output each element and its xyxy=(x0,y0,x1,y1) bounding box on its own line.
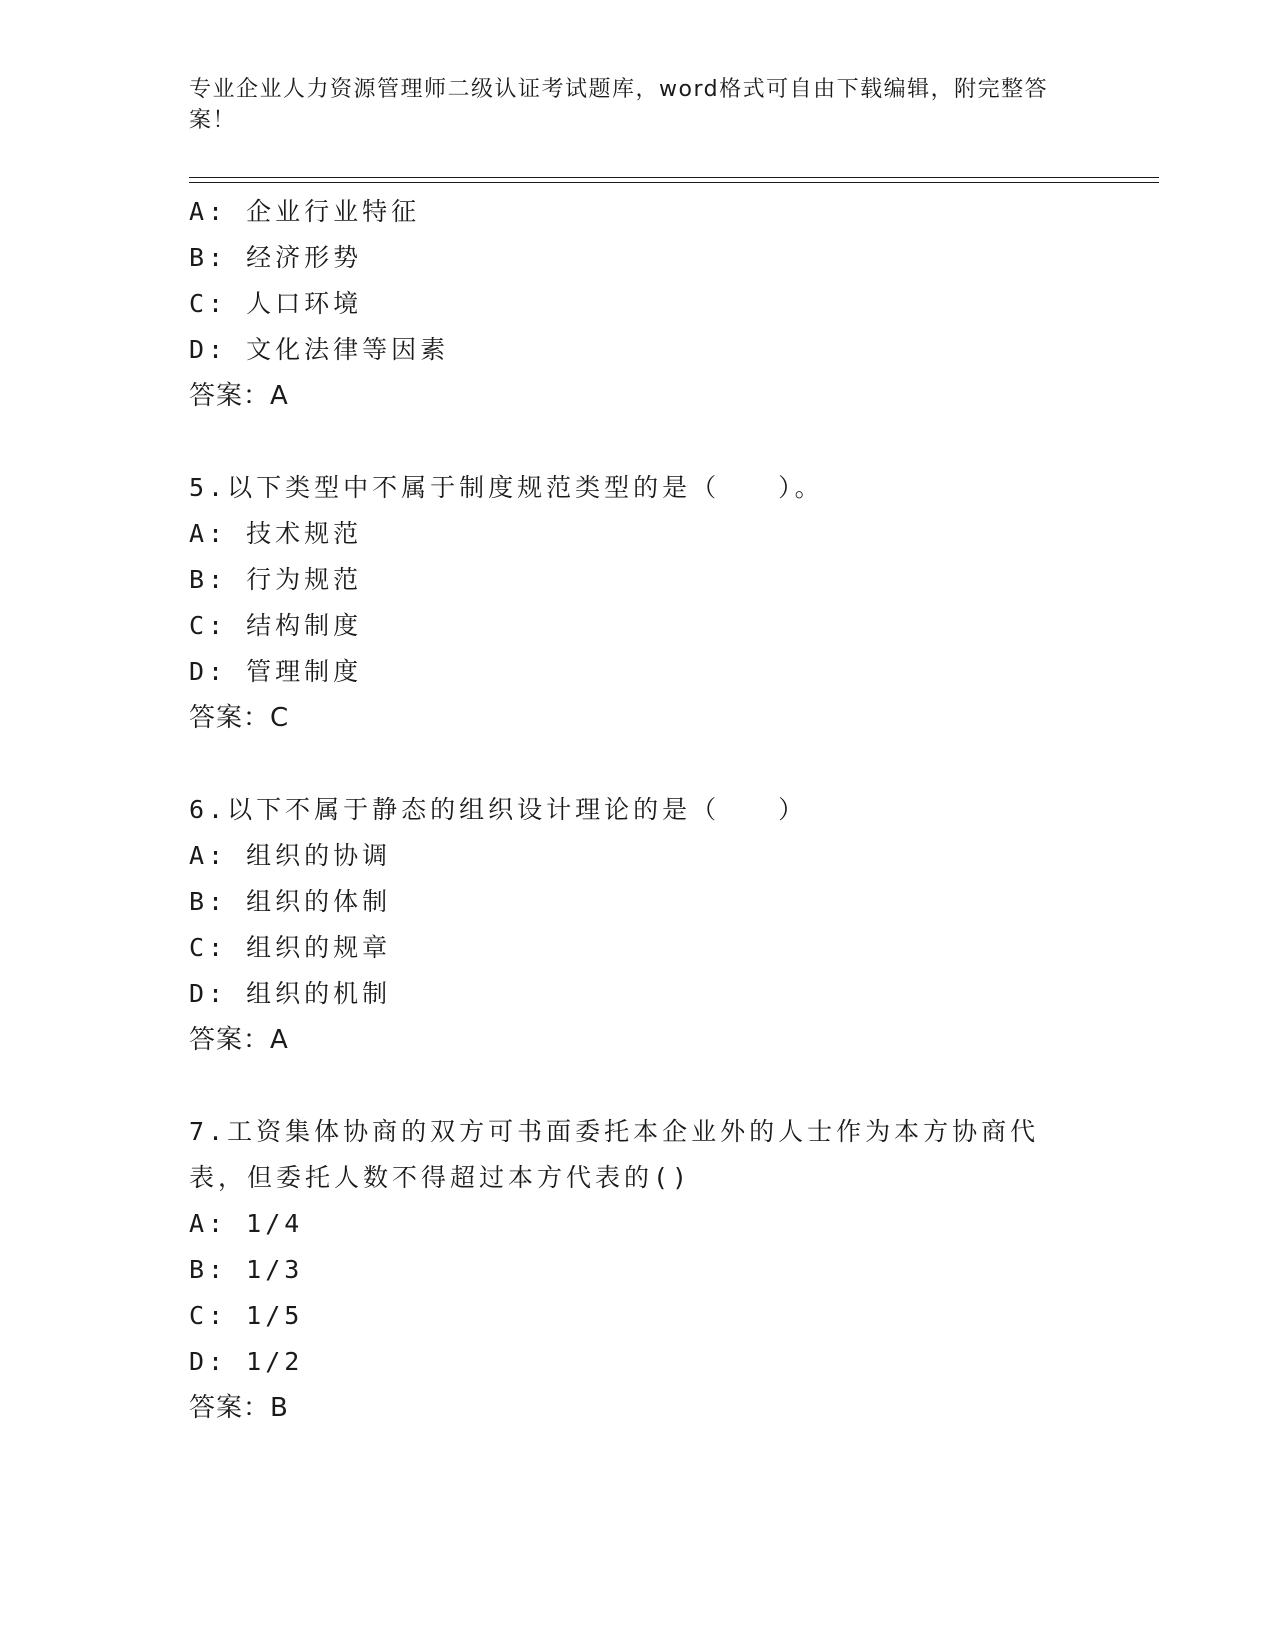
question-title: 7.工资集体协商的双方可书面委托本企业外的人士作为本方协商代表，但委托人数不得超过本方代表的() xyxy=(189,1117,1040,1192)
option-a xyxy=(189,511,1089,557)
option-label: D: xyxy=(189,1347,228,1376)
answer-line: 答案：A xyxy=(189,1025,289,1055)
option-label: C: xyxy=(189,933,228,962)
option-label: B: xyxy=(189,1255,228,1284)
question-list xyxy=(189,189,1089,1431)
option-text: 企业行业特征 xyxy=(246,197,421,226)
option-label: A: xyxy=(189,519,228,548)
option-label: C: xyxy=(189,611,228,640)
option-b xyxy=(189,879,1089,925)
option-d xyxy=(189,649,1089,695)
option-label: D: xyxy=(189,657,228,686)
option-text: 1/5 xyxy=(246,1301,304,1330)
spacer xyxy=(189,1063,1089,1109)
question-title: 5.以下类型中不属于制度规范类型的是（ ）。 xyxy=(189,473,824,502)
option-text: 组织的机制 xyxy=(246,979,392,1008)
option-text: 组织的体制 xyxy=(246,887,392,916)
option-text: 结构制度 xyxy=(246,611,363,640)
option-label: A: xyxy=(189,1209,228,1238)
option-text: 1/2 xyxy=(246,1347,304,1376)
option-d xyxy=(189,971,1089,1017)
option-text: 组织的规章 xyxy=(246,933,392,962)
option-text: 组织的协调 xyxy=(246,841,392,870)
option-b xyxy=(189,557,1089,603)
option-c xyxy=(189,603,1089,649)
spacer xyxy=(189,741,1089,787)
option-text: 人口环境 xyxy=(246,289,363,318)
question-7 xyxy=(189,1109,1089,1431)
option-text: 经济形势 xyxy=(246,243,363,272)
option-b xyxy=(189,235,1089,281)
option-d xyxy=(189,1339,1089,1385)
option-a xyxy=(189,189,1089,235)
option-c xyxy=(189,281,1089,327)
question-5 xyxy=(189,465,1089,741)
option-label: B: xyxy=(189,887,228,916)
answer-line: 答案：C xyxy=(189,703,290,733)
option-c xyxy=(189,1293,1089,1339)
option-label: A: xyxy=(189,841,228,870)
option-text: 行为规范 xyxy=(246,565,363,594)
question-4-continued xyxy=(189,189,1089,419)
option-d xyxy=(189,327,1089,373)
answer-line: 答案：A xyxy=(189,381,289,411)
document-header: 专业企业人力资源管理师二级认证考试题库，word格式可自由下载编辑，附完整答案！ xyxy=(189,77,1049,133)
option-b xyxy=(189,1247,1089,1293)
option-text: 1/3 xyxy=(246,1255,304,1284)
option-text: 技术规范 xyxy=(246,519,363,548)
option-label: C: xyxy=(189,1301,228,1330)
option-text: 管理制度 xyxy=(246,657,363,686)
option-text: 1/4 xyxy=(246,1209,304,1238)
question-6 xyxy=(189,787,1089,1063)
answer-line: 答案：B xyxy=(189,1393,289,1423)
question-title: 6.以下不属于静态的组织设计理论的是（ ） xyxy=(189,795,808,824)
header-divider-top xyxy=(189,177,1159,178)
spacer xyxy=(189,419,1089,465)
option-a xyxy=(189,833,1089,879)
option-label: A: xyxy=(189,197,228,226)
option-label: D: xyxy=(189,335,228,364)
option-a xyxy=(189,1201,1089,1247)
header-divider-bottom xyxy=(189,182,1159,183)
option-label: B: xyxy=(189,565,228,594)
option-text: 文化法律等因素 xyxy=(246,335,450,364)
option-label: B: xyxy=(189,243,228,272)
option-c xyxy=(189,925,1089,971)
option-label: C: xyxy=(189,289,228,318)
option-label: D: xyxy=(189,979,228,1008)
